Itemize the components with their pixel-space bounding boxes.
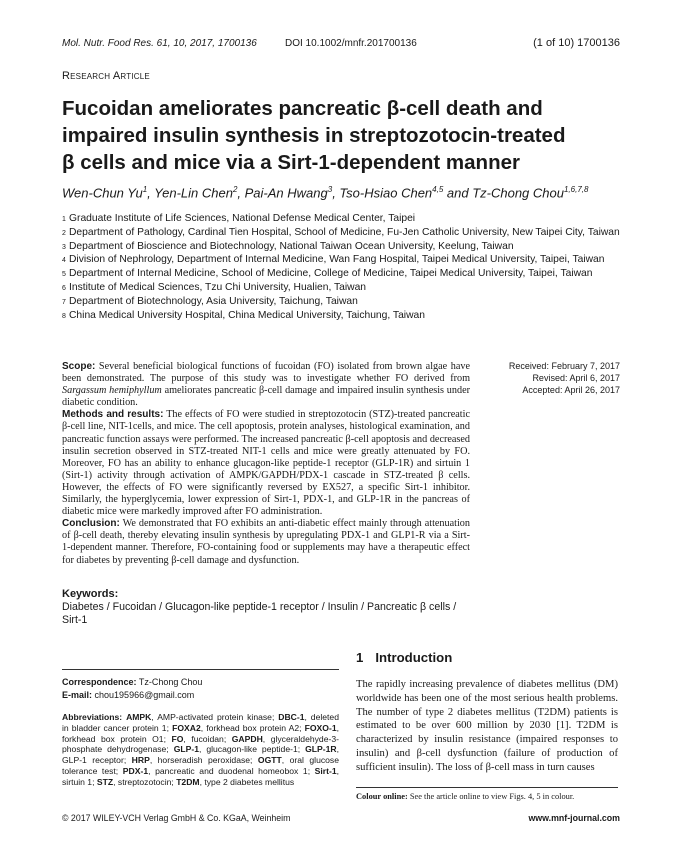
author-affiliation-ref: 2 (232, 185, 238, 194)
affiliation-number: 5 (62, 271, 66, 279)
affiliation-text: Department of Internal Medicine, School of Medicine, College of Medicine, Taipei Medical University, Taipei, Taiwan (69, 268, 593, 280)
abbr-term: FOXO-1 (304, 722, 337, 733)
affiliation-item (62, 296, 622, 310)
abbr-term: HRP (131, 755, 150, 766)
email-line (62, 689, 339, 702)
abstract-scope (62, 361, 470, 409)
colour-note-text: See the article online to view Figs. 4, 5 in colour. (407, 792, 575, 801)
abstract-conclusion-label: Conclusion: (62, 518, 120, 530)
affiliation-text: Department of Biotechnology, Asia University, Taichung, Taiwan (69, 295, 358, 307)
abbr-definition: streptozotocin (117, 776, 172, 787)
author-name[interactable]: Tso-Hsiao Chen (339, 185, 433, 201)
affiliation-number: 1 (62, 216, 66, 223)
doi-link[interactable]: DOI 10.1002/mnfr.201700136 (285, 38, 417, 49)
affiliation-item (62, 268, 622, 282)
abstract-conclusion (62, 518, 470, 566)
abbr-definition: type 2 diabetes mellitus (204, 776, 295, 787)
journal-url-link[interactable]: www.mnf-journal.com (528, 813, 620, 823)
colour-note-label: Colour online: (356, 792, 408, 801)
author-separator: , (147, 185, 155, 201)
author-affiliation-ref: 3 (327, 185, 333, 194)
title-line: β cells and mice via a Sirt-1-dependent manner (62, 151, 520, 174)
correspondence-line (62, 676, 339, 689)
abbr-term: OGTT (257, 755, 282, 766)
abbr-definition: forkhead box protein A2 (206, 722, 300, 733)
author-name[interactable]: Pai-An Hwang (244, 185, 328, 201)
abbr-definition: AMP-activated protein kinase (157, 712, 272, 722)
article-dates (460, 361, 620, 396)
abbr-term: GAPDH (231, 733, 263, 744)
affiliation-text: Division of Nephrology, Department of Internal Medicine, Wan Fang Hospital, Taipei Medical University, Taipei, Taiwan (69, 254, 605, 266)
affiliation-text: Graduate Institute of Life Sciences, National Defense Medical Center, Taipei (69, 213, 416, 224)
abbr-definition: deleted in bladder cancer protein 1 (62, 712, 339, 733)
species-name: Sargassum hemiphyllum (62, 385, 162, 397)
affiliation-text: Department of Bioscience and Biotechnology, National Taiwan Ocean University, Keelung, Taiwan (69, 240, 514, 252)
abstract-methods-text: The effects of FO were studied in streptozotocin (STZ)-treated pancreatic β-cell line, NIT-1cells, and mice. The cell apoptosis, protein analyses, histological examination, and pancreatic function assays were performed. The increased pancreatic β-cell apoptosis and decreased insulin secretion observed in STZ-treated NIT-1 cells and mice were greatly attenuated by FO. Moreover, FO has an ability to enhance glucagon-like peptide-1 receptor (GLP-1R) and sirtuin 1 (Sirt-1) activity through activation of AMPK/GAPDH/PDX-1 cascade in STZ-treated β cells. However, the effects of FO were significantly reversed by EX527, a specific Sirt-1 inhibitor. Similarly, the hyperglycemia, lower expression of Sirt-1, PDX-1, and GLP-1R in the pancreas of diabetic mice were markedly improved after FO administration. (62, 409, 470, 518)
email-label: E-mail: (62, 689, 93, 700)
section-heading-introduction (356, 650, 452, 665)
copyright-notice: © 2017 WILEY-VCH Verlag GmbH & Co. KGaA, Weinheim (62, 813, 291, 823)
affiliation-number: 6 (62, 284, 66, 292)
abbr-definition: glucagon-like peptide-1 (206, 744, 298, 755)
abbr-definition: glyceraldehyde-3-phosphate dehydrogenase (62, 733, 339, 755)
affiliation-number: 7 (62, 298, 66, 306)
abbr-term: GLP-1 (173, 744, 199, 755)
abbr-term: GLP-1R (305, 744, 337, 755)
journal-citation: Mol. Nutr. Food Res. 61, 10, 2017, 1700136 (62, 38, 257, 49)
email-link[interactable]: chou195966@gmail.com (94, 689, 195, 700)
keywords-list: Diabetes / Fucoidan / Glucagon-like peptide-1 receptor / Insulin / Pancreatic β cells / Sirt-1 (62, 601, 457, 626)
correspondence-name: Tz-Chong Chou (138, 677, 203, 687)
abbr-term: FOXA2 (172, 722, 201, 733)
affiliation-item (62, 282, 622, 296)
author-name[interactable]: Wen-Chun Yu (62, 185, 143, 201)
revised-date: Revised: April 6, 2017 (532, 372, 620, 383)
author-name[interactable]: Tz-Chong Chou (472, 185, 564, 201)
affiliation-item (62, 227, 622, 241)
abbr-term: DBC-1 (278, 712, 305, 722)
abbr-definition: fucoidan (191, 733, 224, 744)
abbr-definition: GLP-1 receptor (62, 755, 124, 766)
abbr-definition: sirtuin 1 (62, 776, 93, 787)
title-line: Fucoidan ameliorates pancreatic β-cell death and (62, 97, 543, 120)
affiliation-text: Institute of Medical Sciences, Tzu Chi University, Hualien, Taiwan (69, 281, 367, 293)
abstract-conclusion-text: We demonstrated that FO exhibits an anti-diabetic effect mainly through attenuation of β-cell death, thereby elevating insulin synthesis by upregulating PDX-1 and GLP1-R via a Sirt-1-dependent manner. Therefore, FO-containing food or supplements may have a therapeutic effect for diabetes by preventing β-cell damage and dysfunction. (62, 518, 470, 566)
affiliation-number: 3 (62, 243, 66, 251)
abstract-methods-label: Methods and results: (62, 409, 164, 421)
abbr-term: Sirt-1 (314, 765, 337, 776)
author-separator: , (237, 185, 245, 201)
correspondence-block (62, 676, 339, 701)
abbreviations-block: Abbreviations: AMPK, AMP-activated protein kinase; DBC-1, deleted in bladder cancer protein 1; FOXA2, forkhead box protein A2; FOXO-1, forkhead box protein O1; FO, fucoidan; GAPDH, glyceraldehyde-3-phosphate dehydrogenase; GLP-1, glucagon-like peptide-1; GLP-1R, GLP-1 receptor; HRP, horseradish peroxidase; OGTT, oral glucose tolerance test; PDX-1, pancreatic and duodenal homeobox 1; Sirt-1, sirtuin 1; STZ, streptozotocin; T2DM, type 2 diabetes mellitus (62, 712, 340, 787)
affiliation-text: Department of Pathology, Cardinal Tien Hospital, School of Medicine, Fu-Jen Catholic University, New Taipei City, Taiwan (69, 226, 620, 238)
abstract-scope-label: Scope: (62, 361, 96, 372)
section-number: 1 (356, 650, 364, 665)
affiliation-item (62, 310, 622, 324)
section-title: Introduction (375, 650, 453, 665)
footnote-divider (356, 787, 618, 788)
author-separator: , (332, 185, 340, 201)
article-type-label: Research Article (62, 70, 150, 82)
abbr-term: AMPK (126, 712, 152, 722)
author-separator: and (443, 185, 473, 201)
affiliation-item (62, 213, 622, 227)
received-date: Received: February 7, 2017 (508, 361, 620, 371)
abbr-definition: horseradish peroxidase (157, 755, 251, 766)
abbr-term: FO (171, 733, 184, 744)
author-affiliation-ref: 1 (142, 185, 148, 194)
abbreviations-label: Abbreviations: (62, 712, 123, 722)
accepted-date: Accepted: April 26, 2017 (522, 384, 620, 395)
footnote-divider (62, 669, 339, 670)
abbr-term: T2DM (176, 776, 200, 787)
colour-online-note (356, 792, 618, 801)
abstract-methods (62, 409, 470, 518)
author-name[interactable]: Yen-Lin Chen (154, 185, 233, 201)
page-indicator: (1 of 10) 1700136 (533, 37, 620, 49)
affiliation-text: China Medical University Hospital, China Medical University, Taichung, Taiwan (69, 309, 425, 321)
correspondence-label: Correspondence: (62, 677, 137, 687)
title-line: impaired insulin synthesis in streptozotocin-treated (62, 124, 566, 147)
affiliation-list (62, 213, 622, 323)
abstract-scope-text: ameliorates pancreatic β-cell damage and impaired insulin synthesis under diabetic condition. (62, 385, 471, 409)
author-affiliation-ref: 1,6,7,8 (563, 185, 589, 194)
abbr-term: PDX-1 (122, 765, 149, 776)
affiliation-number: 8 (62, 312, 66, 320)
author-affiliation-ref: 4,5 (432, 185, 444, 194)
abbr-definition: oral glucose tolerance test (62, 755, 340, 776)
abbr-definition: pancreatic and duodenal homeobox 1 (155, 765, 308, 776)
abbr-definition: forkhead box protein O1 (62, 733, 164, 744)
author-list (62, 185, 642, 200)
abstract-scope-text: Several beneficial biological functions of fucoidan (FO) isolated from brown algae have been demonstrated. The purpose of this study was to investigate whether FO derived from (62, 361, 470, 385)
introduction-paragraph: The rapidly increasing prevalence of diabetes mellitus (DM) worldwide has been one of the most serious health problems. The number of type 2 diabetes mellitus (T2DM) patients is estimated to be over 600 million by 2030 [1]. T2DM is characterized by insulin resistance (impaired responses to insulin) and β-cell dysfunction (failure of production of sufficient insulin). The loss of β-cell mass in turn causes (356, 679, 618, 773)
abbr-term: STZ (96, 776, 114, 787)
affiliation-number: 2 (62, 229, 66, 237)
abstract (62, 361, 470, 567)
affiliation-item (62, 241, 622, 255)
affiliation-item (62, 254, 622, 268)
keywords-heading: Keywords: (62, 588, 119, 600)
affiliation-number: 4 (62, 257, 66, 265)
article-title (62, 95, 622, 176)
